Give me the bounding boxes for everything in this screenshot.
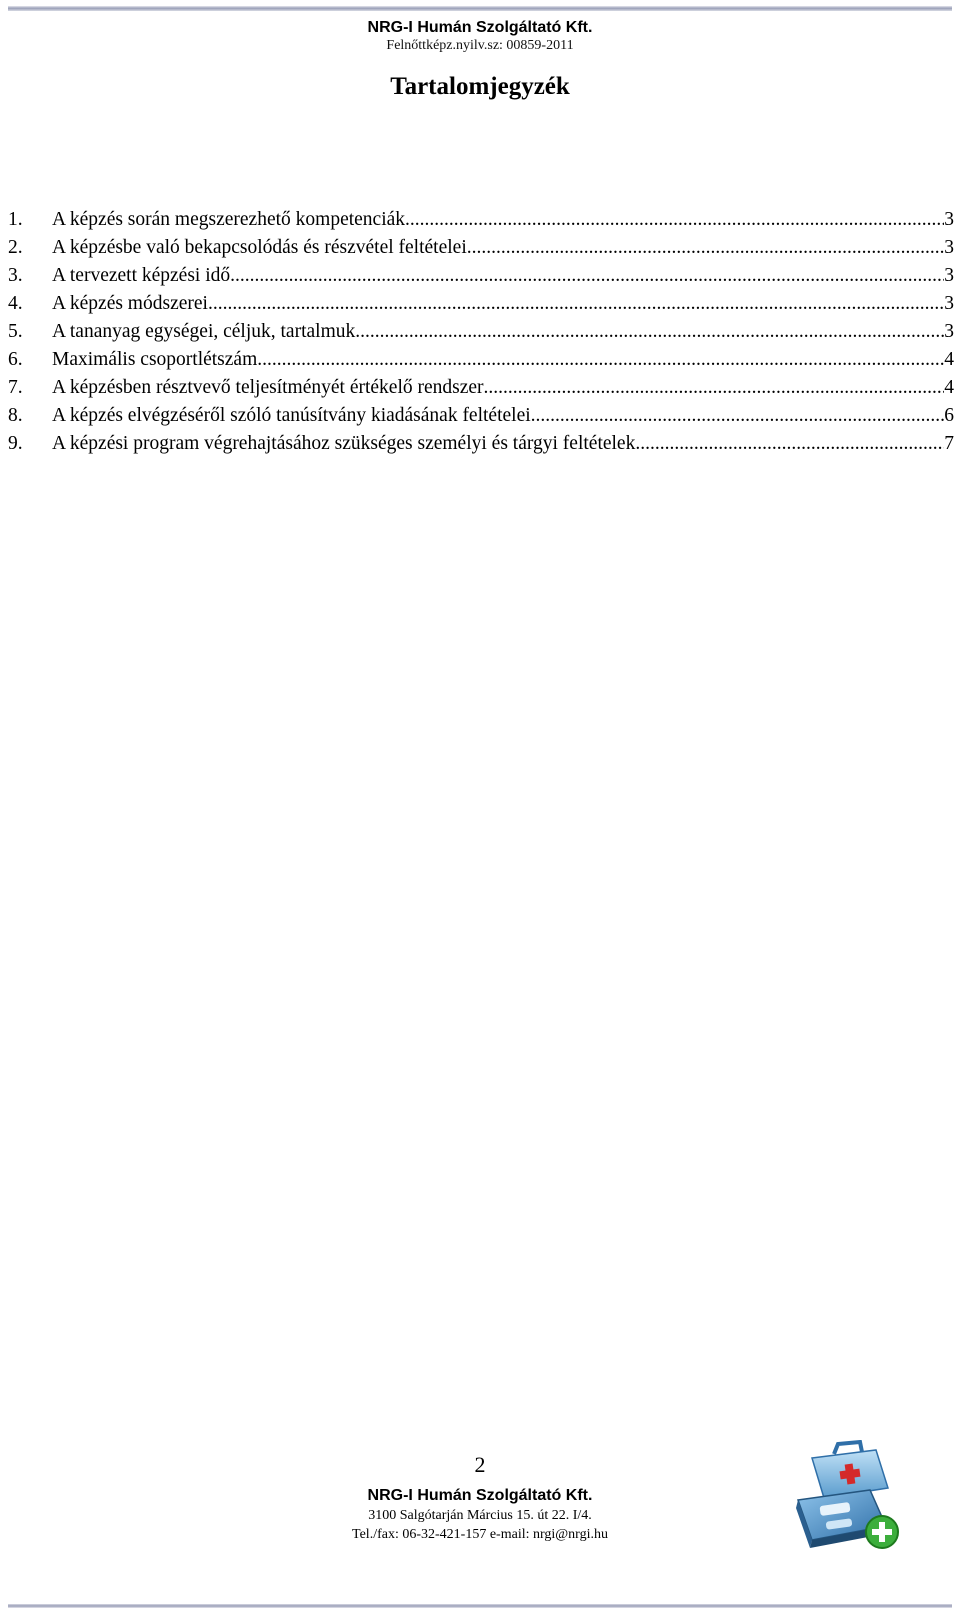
footer-rule <box>8 1604 952 1608</box>
toc-entry-number: 8. <box>8 405 23 426</box>
header-registration: Felnőttképz.nyilv.sz: 00859-2011 <box>386 38 574 53</box>
toc-leader-dots <box>484 374 945 402</box>
toc-entry-page: 6 <box>944 405 954 426</box>
toc-entry[interactable] <box>8 262 954 290</box>
toc-entry[interactable] <box>8 290 954 318</box>
toc-entry-number: 9. <box>8 433 23 454</box>
toc-entry-text: A képzés módszerei <box>52 293 208 314</box>
toc-entry-text: A képzési program végrehajtásához szükséges személyi és tárgyi feltételek <box>52 433 636 454</box>
toc-leader-dots <box>257 346 944 374</box>
toc-entry-number: 4. <box>8 293 23 314</box>
toc-entry[interactable] <box>8 402 954 430</box>
header-org-name: NRG-I Humán Szolgáltató Kft. <box>367 19 593 36</box>
toc-entry-number: 5. <box>8 321 23 342</box>
toc-entry-number: 6. <box>8 349 23 370</box>
toc-entry-number: 3. <box>8 265 23 286</box>
toc-entry[interactable] <box>8 234 954 262</box>
toc-entry-text: A képzésben résztvevő teljesítményét értékelő rendszer <box>52 377 484 398</box>
toc-leader-dots <box>208 290 944 318</box>
toc-entry[interactable] <box>8 318 954 346</box>
first-aid-kit-icon <box>790 1440 902 1554</box>
toc-leader-dots <box>467 234 945 262</box>
toc-entry-page: 3 <box>944 237 954 258</box>
toc-entry-text: A tervezett képzési idő <box>52 265 231 286</box>
toc-entry-number: 2. <box>8 237 23 258</box>
toc-entry-page: 4 <box>944 377 954 398</box>
footer-address: 3100 Salgótarján Március 15. út 22. I/4. <box>368 1508 592 1523</box>
toc-entry-text: A képzés során megszerezhető kompetenciák <box>52 209 406 230</box>
toc-entry-page: 3 <box>944 293 954 314</box>
toc-leader-dots <box>230 262 944 290</box>
header-rule <box>8 6 952 11</box>
toc-entry-page: 4 <box>944 349 954 370</box>
toc-entry[interactable] <box>8 346 954 374</box>
toc-list <box>8 206 954 458</box>
footer-contact: Tel./fax: 06-32-421-157 e-mail: nrgi@nrgi.hu <box>352 1527 608 1542</box>
toc-entry-text: A képzésbe való bekapcsolódás és részvétel feltételei <box>52 237 467 258</box>
toc-entry-text: A képzés elvégzéséről szóló tanúsítvány kiadásának feltételei <box>52 405 531 426</box>
toc-entry-page: 3 <box>944 209 954 230</box>
toc-entry-page: 7 <box>944 433 954 454</box>
footer-org-name: NRG-I Humán Szolgáltató Kft. <box>367 1487 593 1504</box>
toc-title: Tartalomjegyzék <box>390 73 570 100</box>
toc-entry-page: 3 <box>944 265 954 286</box>
toc-entry-text: A tananyag egységei, céljuk, tartalmuk <box>52 321 356 342</box>
page-header <box>0 18 960 54</box>
toc-entry-page: 3 <box>944 321 954 342</box>
toc-leader-dots <box>635 430 944 458</box>
toc-entry-text: Maximális csoportlétszám <box>52 349 258 370</box>
toc-entry-number: 1. <box>8 209 23 230</box>
toc-entry[interactable] <box>8 374 954 402</box>
toc-leader-dots <box>405 206 944 234</box>
page-number: 2 <box>474 1452 486 1477</box>
toc-entry[interactable] <box>8 430 954 458</box>
toc-leader-dots <box>355 318 944 346</box>
toc-leader-dots <box>531 402 945 430</box>
toc-entry[interactable] <box>8 206 954 234</box>
toc-entry-number: 7. <box>8 377 23 398</box>
